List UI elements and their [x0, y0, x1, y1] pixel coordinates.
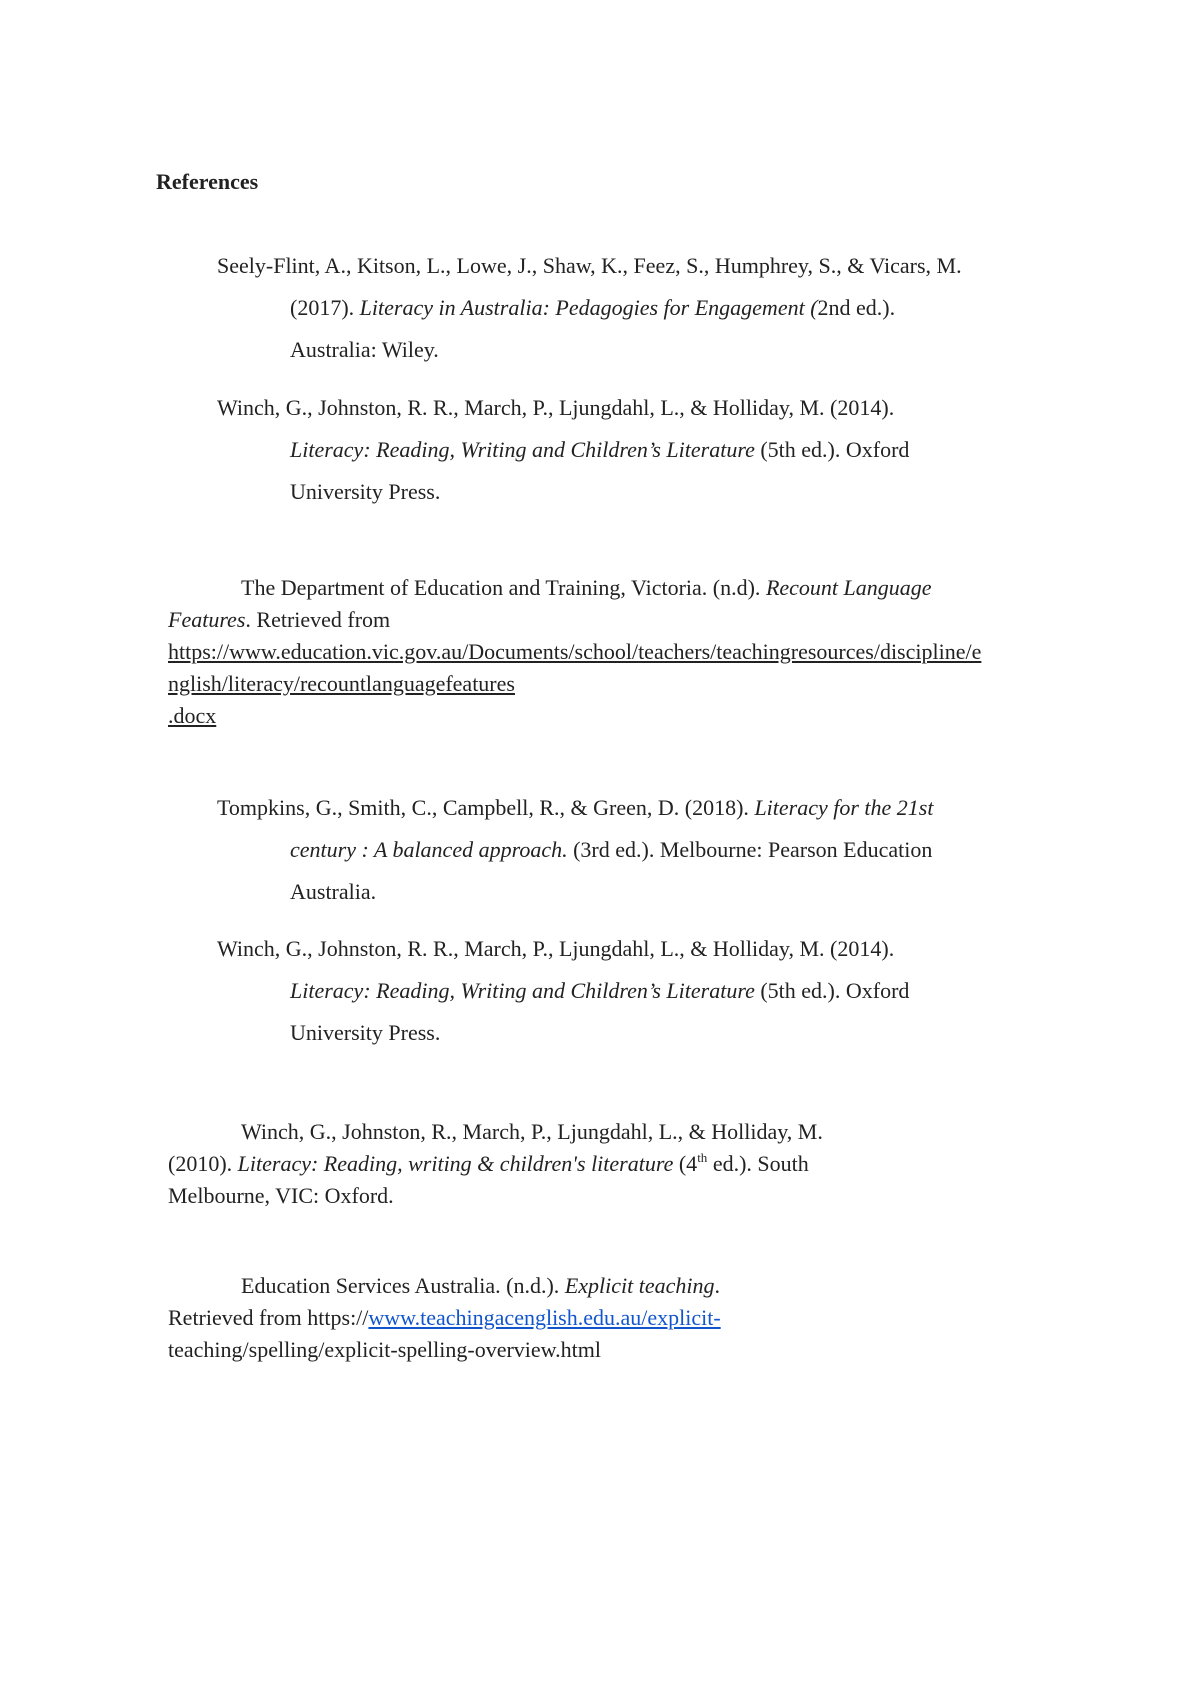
hyperlink[interactable]: www.teachingacenglish.edu.au/explicit-: [368, 1305, 721, 1330]
reference-winch-2014: [217, 387, 1047, 513]
reference-education-services-australia: [168, 1270, 1068, 1366]
reference-line: Seely-Flint, A., Kitson, L., Lowe, J., Shaw, K., Feez, S., Humphrey, S., & Vicars, M.: [217, 253, 962, 278]
reference-url-link[interactable]: https://www.education.vic.gov.au/Documents/school/teachers/teachingresources/discipline/e: [168, 639, 982, 664]
reference-line: (2010). Literacy: Reading, writing & children's literature (4th ed.). South: [168, 1150, 809, 1176]
reference-winch-2010: [168, 1116, 1068, 1212]
reference-line: Education Services Australia. (n.d.). Explicit teaching.: [241, 1273, 720, 1298]
reference-seely-flint: [217, 245, 1047, 371]
reference-line: University Press.: [290, 1020, 441, 1045]
reference-line: Melbourne, VIC: Oxford.: [168, 1183, 394, 1208]
reference-line: Literacy: Reading, Writing and Children’s Literature (5th ed.). Oxford: [290, 437, 910, 462]
reference-winch-2014-duplicate: [217, 928, 1047, 1054]
reference-line: Tompkins, G., Smith, C., Campbell, R., & Green, D. (2018). Literacy for the 21st: [217, 795, 934, 820]
reference-line: Winch, G., Johnston, R. R., March, P., Ljungdahl, L., & Holliday, M. (2014).: [217, 936, 895, 961]
reference-tompkins: [217, 787, 1047, 913]
reference-line: Features. Retrieved from: [168, 607, 391, 632]
reference-line: (2017). Literacy in Australia: Pedagogies for Engagement (2nd ed.).: [290, 295, 896, 320]
reference-line: The Department of Education and Training, Victoria. (n.d). Recount Language: [241, 575, 932, 600]
reference-line: Literacy: Reading, Writing and Children’s Literature (5th ed.). Oxford: [290, 978, 910, 1003]
reference-dept-education: [168, 572, 1068, 732]
reference-line: century : A balanced approach. (3rd ed.). Melbourne: Pearson Education: [290, 837, 933, 862]
reference-line: University Press.: [290, 479, 441, 504]
reference-line: Winch, G., Johnston, R., March, P., Ljungdahl, L., & Holliday, M.: [241, 1119, 823, 1144]
reference-line: Retrieved from https://www.teachingacenglish.edu.au/explicit-: [168, 1305, 721, 1330]
reference-url-link[interactable]: .docx: [168, 703, 217, 728]
reference-line: Australia.: [290, 879, 377, 904]
reference-line: Australia: Wiley.: [290, 337, 439, 362]
reference-line: teaching/spelling/explicit-spelling-overview.html: [168, 1337, 601, 1362]
reference-line: Winch, G., Johnston, R. R., March, P., Ljungdahl, L., & Holliday, M. (2014).: [217, 395, 895, 420]
reference-url-link[interactable]: nglish/literacy/recountlanguagefeatures: [168, 671, 515, 696]
page-title: References: [156, 169, 259, 194]
